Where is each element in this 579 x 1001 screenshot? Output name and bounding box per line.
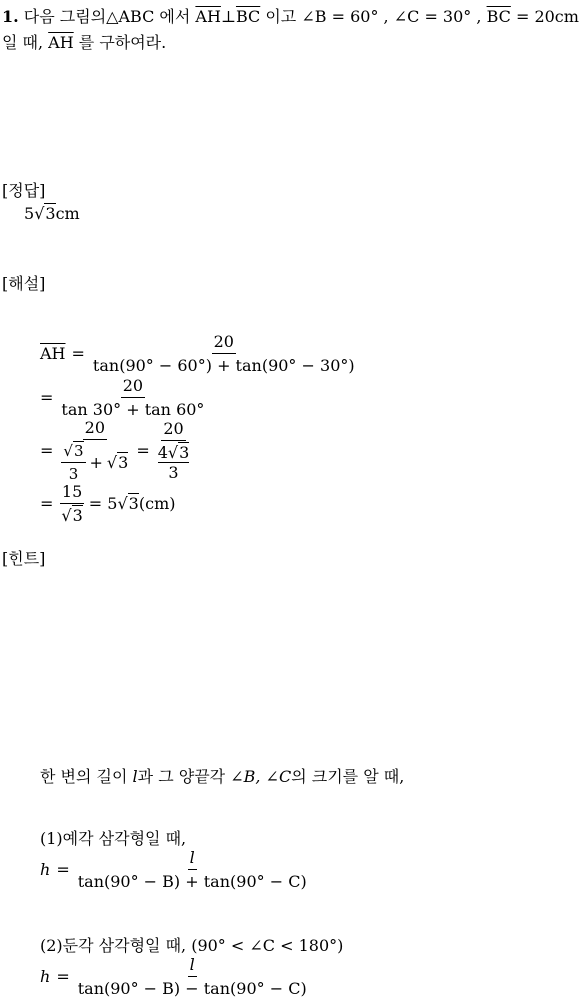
answer-value [24,204,80,223]
step1-equals: = [71,344,85,363]
segment-bc: $\overline{BC}$ [235,7,261,26]
step2-equals: = [40,388,54,407]
hint-intro [40,764,404,787]
step4-denominator: √3 [61,506,83,525]
step3-fraction [59,418,130,483]
perp-symbol: ⊥ [220,7,236,26]
hint-intro-text: 한 변의 길이 [40,767,133,786]
step3-sqrt: √3 [106,453,129,472]
hint-case-2-formula [40,955,309,998]
step4-result-radicand: 3 [128,494,139,513]
problem-text-conditions: 이고 ∠B = 60° , ∠C = 30° , [260,7,487,26]
problem-text-find: 를 구하여라. [73,33,167,52]
hint-length-l: l [132,767,138,786]
explanation-step-4 [40,482,175,525]
step4-result-coef: = 5 [88,494,118,513]
step4-equals: = [40,494,54,513]
answer-unit: cm [55,204,80,223]
step2-numerator: 20 [121,376,145,398]
explanation-step-2 [40,376,206,419]
answer-sqrt: √3 [34,204,56,223]
step4-unit: (cm) [138,494,176,513]
segment-bc-length: $\overline{BC}$ [486,7,511,26]
hint-case-1-formula [40,848,309,891]
step3-fraction-2 [156,419,192,482]
case1-numerator: l [188,848,197,870]
hint-case-1-label: (1)예각 삼각형일 때, [40,829,187,848]
answer-radicand: 3 [45,204,56,223]
step3-den2-coef: 4 [157,443,168,462]
case1-equals: = [56,860,70,879]
problem-line-1 [2,4,579,27]
problem-line-2 [2,30,166,53]
step3-denominator-2 [156,441,192,482]
answer-label: [정답] [2,181,46,200]
hint-label: [힌트] [2,549,46,568]
step1-lhs: $\overline{AH}$ [40,344,66,363]
hint-angles: ∠B, ∠C [230,767,292,786]
step4-result-sqrt: √3 [117,494,139,513]
step3-numerator: 20 [83,418,107,440]
step3-inner-sqrt: √3 [61,442,85,463]
step3-den2-bottom: 3 [158,462,190,482]
step1-denominator: tan(90° − 60°) + tan(90° − 30°) [92,356,355,375]
step4-fraction [59,482,84,525]
step3-numerator-2: 20 [161,419,185,441]
hint-intro-text-2: 과 그 양끝각 [137,767,231,786]
explanation-step-3 [40,418,191,483]
step3-inner-denominator: 3 [68,465,79,483]
step3-equals: = [40,441,54,460]
case1-h: h [40,860,51,879]
segment-ah: $\overline{AH}$ [195,7,221,26]
step3-inner-radicand: 3 [73,442,84,460]
step3-radicand: 3 [118,453,129,472]
case2-equals: = [56,967,70,986]
problem-text-length: = 20cm [510,7,579,26]
step2-denominator: tan 30° + tan 60° [61,400,205,419]
case1-denominator: tan(90° − B) + tan(90° − C) [77,872,307,891]
answer-coef: 5 [24,204,35,223]
step3-equals-2: = [136,441,150,460]
step4-numerator: 15 [60,482,84,504]
explanation-step-1 [40,332,357,375]
case2-h: h [40,967,51,986]
step3-den2-sqrt: √3 [167,443,190,462]
case2-fraction [76,955,309,998]
hint-intro-text-3: 의 크기를 알 때, [291,767,405,786]
problem-number: 1. [2,7,19,26]
problem-text: 다음 그림의△ABC 에서 [23,7,196,26]
problem-text-when: 일 때, [2,33,49,52]
explanation-label: [해설] [2,274,46,293]
step1-fraction [91,332,357,375]
step3-inner-fraction [61,442,85,483]
case2-denominator: tan(90° − B) − tan(90° − C) [77,979,307,998]
step1-numerator: 20 [212,332,236,354]
step3-den2-radicand: 3 [179,443,190,462]
case2-numerator: l [188,955,197,977]
segment-ah-ask: $\overline{AH}$ [48,33,74,52]
step3-denominator [59,440,130,483]
step3-plus: + [89,453,103,472]
step2-fraction [59,376,206,419]
hint-case-2-label: (2)둔각 삼각형일 때, (90° < ∠C < 180°) [40,936,344,955]
step3-den2-top [158,443,190,462]
step4-radicand: 3 [72,506,83,525]
case1-fraction [76,848,309,891]
